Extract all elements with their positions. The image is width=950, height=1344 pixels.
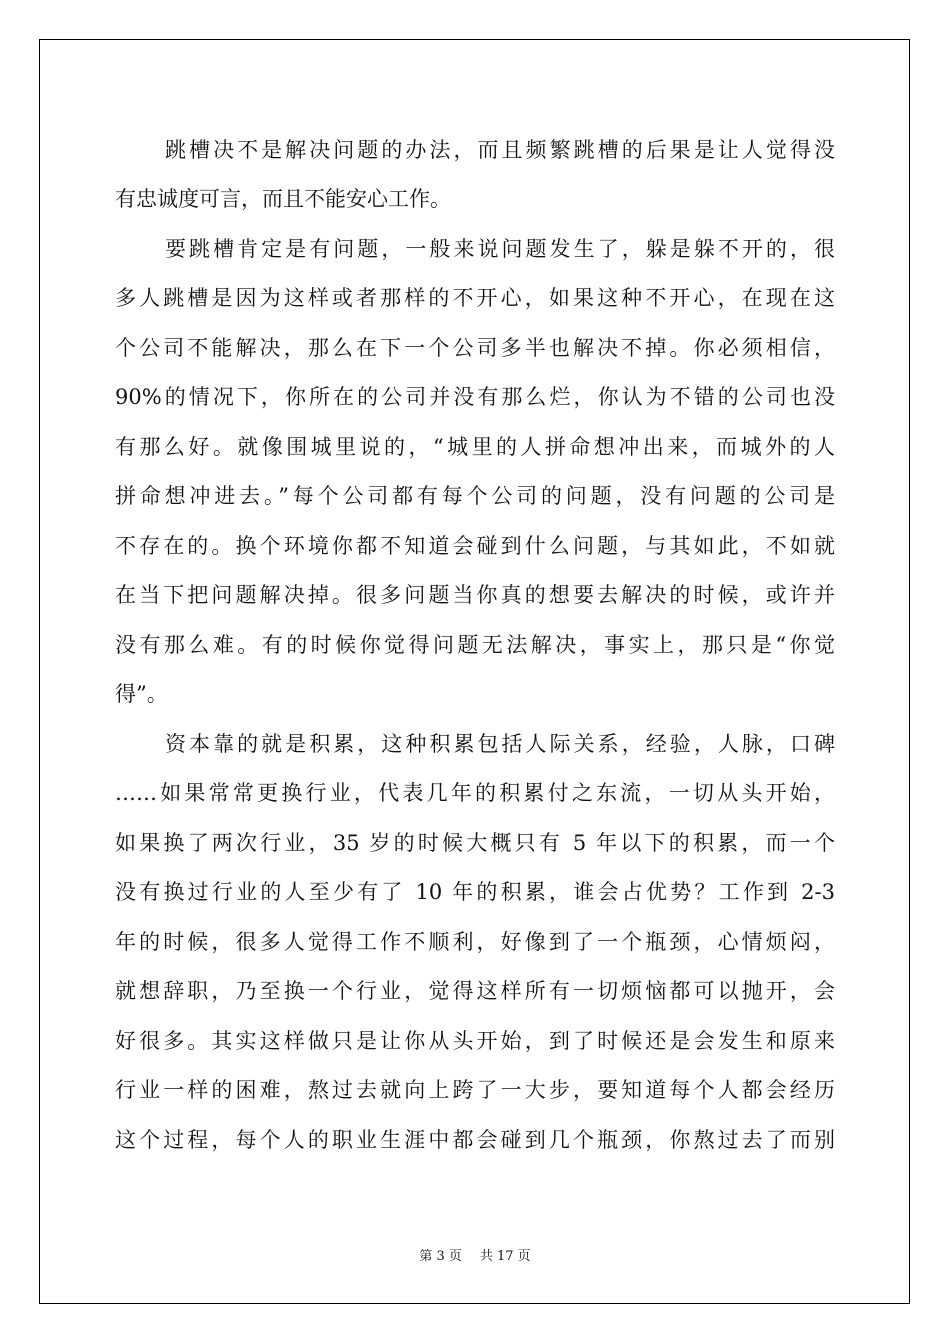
text-line: 要跳槽肯定是有问题，一般来说问题发生了，躲是躲不开的，很 — [165, 237, 835, 261]
text-line: 多人跳槽是因为这样或者那样的不开心，如果这种不开心，在现在这 — [115, 286, 835, 310]
text-line: 年的时候，很多人觉得工作不顺利，好像到了一个瓶颈，心情烦闷， — [115, 930, 835, 954]
text-line: 跳槽决不是解决问题的办法，而且频繁跳槽的后果是让人觉得没 — [165, 138, 835, 162]
text-line: 得”。 — [115, 682, 168, 706]
text-line: 拼命想冲进去。”每个公司都有每个公司的问题，没有问题的公司是 — [115, 484, 835, 508]
text-line: 好很多。其实这样做只是让你从头开始，到了时候还是会发生和原来 — [115, 1029, 835, 1053]
text-line: 不存在的。换个环境你都不知道会碰到什么问题，与其如此，不如就 — [115, 534, 835, 558]
page-total: 共 17 页 — [479, 1249, 531, 1264]
text-line: ……如果常常更换行业，代表几年的积累付之东流，一切从头开始， — [115, 781, 835, 805]
text-line: 如果换了两次行业，35 岁的时候大概只有 5 年以下的积累，而一个 — [115, 831, 835, 855]
text-line: 没有那么难。有的时候你觉得问题无法解决，事实上，那只是“你觉 — [115, 633, 835, 657]
text-line: 资本靠的就是积累，这种积累包括人际关系，经验，人脉，口碑 — [165, 732, 835, 756]
text-line: 这个过程，每个人的职业生涯中都会碰到几个瓶颈，你熬过去了而别 — [115, 1128, 835, 1152]
text-line: 在当下把问题解决掉。很多问题当你真的想要去解决的时候，或许并 — [115, 583, 835, 607]
text-line: 有那么好。就像围城里说的，“城里的人拼命想冲出来，而城外的人 — [115, 435, 835, 459]
text-line: 个公司不能解决，那么在下一个公司多半也解决不掉。你必须相信， — [115, 336, 835, 360]
page-number: 第 3 页 — [419, 1249, 462, 1264]
text-line: 没有换过行业的人至少有了 10 年的积累，谁会占优势？工作到 2-3 — [115, 880, 835, 904]
text-line: 就想辞职，乃至换一个行业，觉得这样所有一切烦恼都可以抛开，会 — [115, 979, 835, 1003]
page-footer — [0, 1245, 950, 1264]
text-line: 行业一样的困难，熬过去就向上跨了一大步，要知道每个人都会经历 — [115, 1078, 835, 1102]
text-line: 有忠诚度可言，而且不能安心工作。 — [115, 187, 451, 211]
text-line: 90%的情况下，你所在的公司并没有那么烂，你认为不错的公司也没 — [115, 385, 835, 409]
